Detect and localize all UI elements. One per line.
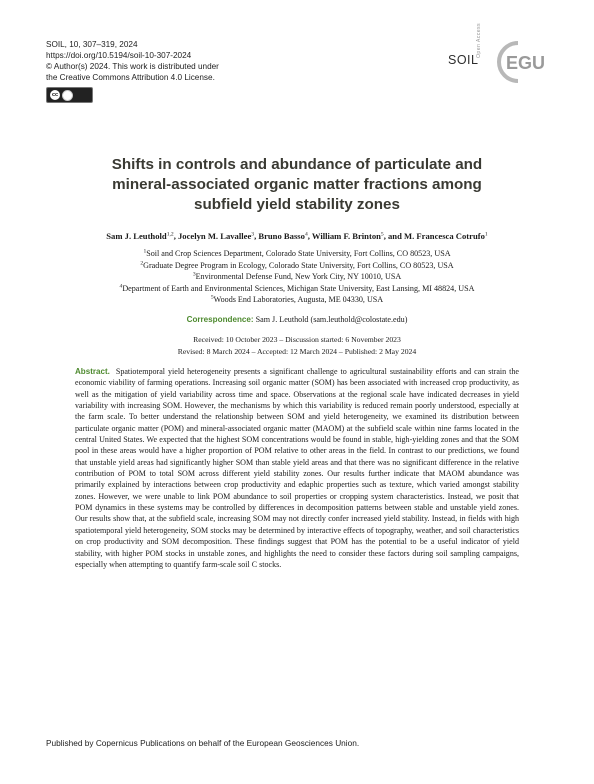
publisher-footer: Published by Copernicus Publications on behalf of the European Geosciences Union. bbox=[46, 738, 360, 748]
affiliation-text: Woods End Laboratories, Augusta, ME 04330, USA bbox=[213, 295, 384, 304]
abstract-label: Abstract. bbox=[75, 367, 110, 376]
cc-by-badge-icon[interactable] bbox=[46, 87, 93, 103]
journal-logo-text: SOIL bbox=[448, 53, 479, 67]
dates-line-1: Received: 10 October 2023 – Discussion started: 6 November 2023 bbox=[193, 335, 401, 344]
affiliation-number: 1 bbox=[143, 248, 147, 255]
affiliation-text: Graduate Degree Program in Ecology, Colorado State University, Fort Collins, CO 80523, USA bbox=[143, 260, 454, 270]
affiliation-text: Department of Earth and Environmental Sciences, Michigan State University, East Lansing, MI 48824, USA bbox=[122, 283, 475, 293]
title-line-1: Shifts in controls and abundance of particulate and bbox=[111, 156, 483, 173]
author-name: Sam J. Leuthold bbox=[106, 231, 167, 241]
affiliation-2 bbox=[40, 260, 554, 271]
affiliation-3 bbox=[40, 271, 554, 282]
publication-dates bbox=[40, 334, 554, 358]
author-name: Bruno Basso bbox=[258, 231, 305, 241]
correspondence-email[interactable]: Sam J. Leuthold (sam.leuthold@colostate.edu) bbox=[255, 315, 408, 324]
dates-line-2: Revised: 8 March 2024 – Accepted: 12 March 2024 – Published: 2 May 2024 bbox=[177, 347, 417, 356]
author-name: William F. Brinton bbox=[311, 231, 381, 241]
affiliation-text: Soil and Crop Sciences Department, Colorado State University, Fort Collins, CO 80523, USA bbox=[146, 249, 451, 258]
author-separator: , bbox=[254, 231, 259, 241]
abstract-text: Spatiotemporal yield heterogeneity presents a significant challenge to agricultural sustainability efforts and can strain the economic viability of farming operations. Increasing soil organic matter (SOM) has been associated with increased crop productivity, as well as the mitigation of yield variability across time and space. Observations at the regional scale have indicated decreases in yield variability with increasing SOM. However, the mechanisms by which this variability is reduced remain poorly understood, especially at the farm scale. To better understand the relationship between SOM and yield heterogeneity, we examined its distribution between particulate organic matter (POM) and mineral-associated organic matter (MAOM) at the subfield scale within nine farms located in the central United States. We expected that the highest SOM concentrations would be found in stable, high-yielding zones and that the SOM pool in these areas would have a higher proportion of POM relative to other areas in the field. In contrast to our predictions, we found that unstable yield areas had significantly higher SOM than stable yield areas and that there was no significant difference in the relative contribution of POM to total SOM across different yield stability zones. Our results further indicate that MAOM abundance was primarily explained by interactions between crop productivity and edaphic properties such as texture, which varied amongst stability zones. However, we were unable to link POM abundance to soil properties or cropping system characteristics. Instead, we posit that POM dynamics in these systems may be controlled by differences in decomposition patterns between stable and unstable yield zones. Our results show that, at the subfield scale, increasing SOM may not directly confer increased yield stability. Instead, in fields with high spatiotemporal yield heterogeneity, SOM stocks may be determined by interactive effects of topography, weather, and soil characteristics on crop productivity and SOM decomposition. These findings suggest that POM has the potential to be a useful indicator of yield stability, with higher POM stocks in unstable zones, and highlights the need to consider these factors during soil sampling campaigns, especially when attempting to quantify farm-scale soil C stocks. bbox=[75, 367, 519, 569]
author-affiliation-sup: 4 bbox=[304, 231, 308, 238]
affiliation-1 bbox=[40, 248, 554, 259]
author-affiliation-sup: 3 bbox=[251, 231, 255, 238]
open-access-label: Open Access bbox=[476, 23, 482, 58]
license-notice[interactable]: the Creative Commons Attribution 4.0 License. bbox=[46, 73, 215, 82]
title-line-2: mineral-associated organic matter fractions among bbox=[112, 176, 482, 193]
author-affiliation-sup: 1 bbox=[484, 231, 488, 238]
paper-title bbox=[60, 155, 534, 215]
author-separator: , and bbox=[383, 231, 405, 241]
egu-logo-icon bbox=[492, 37, 548, 85]
by-icon bbox=[62, 90, 73, 101]
egu-logo-text: EGU bbox=[506, 53, 546, 73]
title-line-3: subfield yield stability zones bbox=[194, 196, 400, 213]
correspondence bbox=[40, 315, 554, 324]
author-name: M. Francesca Cotrufo bbox=[404, 231, 485, 241]
abstract bbox=[75, 366, 519, 570]
affiliation-number: 4 bbox=[119, 283, 123, 289]
affiliation-5 bbox=[40, 294, 554, 305]
author-affiliation-sup: 5 bbox=[380, 231, 384, 238]
author-separator: , bbox=[307, 231, 312, 241]
author-name: Jocelyn M. Lavallee bbox=[177, 231, 252, 241]
cc-icon: cc bbox=[51, 92, 59, 98]
author-separator: , bbox=[173, 231, 178, 241]
correspondence-label: Correspondence: bbox=[186, 315, 254, 324]
journal-citation: SOIL, 10, 307–319, 2024 bbox=[46, 40, 138, 49]
affiliation-number: 3 bbox=[192, 271, 196, 278]
author-affiliation-sup: 1,2 bbox=[166, 231, 174, 238]
journal-info bbox=[46, 39, 219, 83]
copyright-notice: © Author(s) 2024. This work is distributed under bbox=[46, 62, 219, 71]
affiliation-4 bbox=[40, 283, 554, 294]
author-list bbox=[20, 231, 574, 241]
affiliation-text: Environmental Defense Fund, New York City, NY 10010, USA bbox=[195, 272, 402, 281]
affiliation-number: 2 bbox=[140, 260, 144, 266]
affiliation-number: 5 bbox=[210, 294, 214, 301]
doi-link[interactable]: https://doi.org/10.5194/soil-10-307-2024 bbox=[46, 51, 192, 60]
